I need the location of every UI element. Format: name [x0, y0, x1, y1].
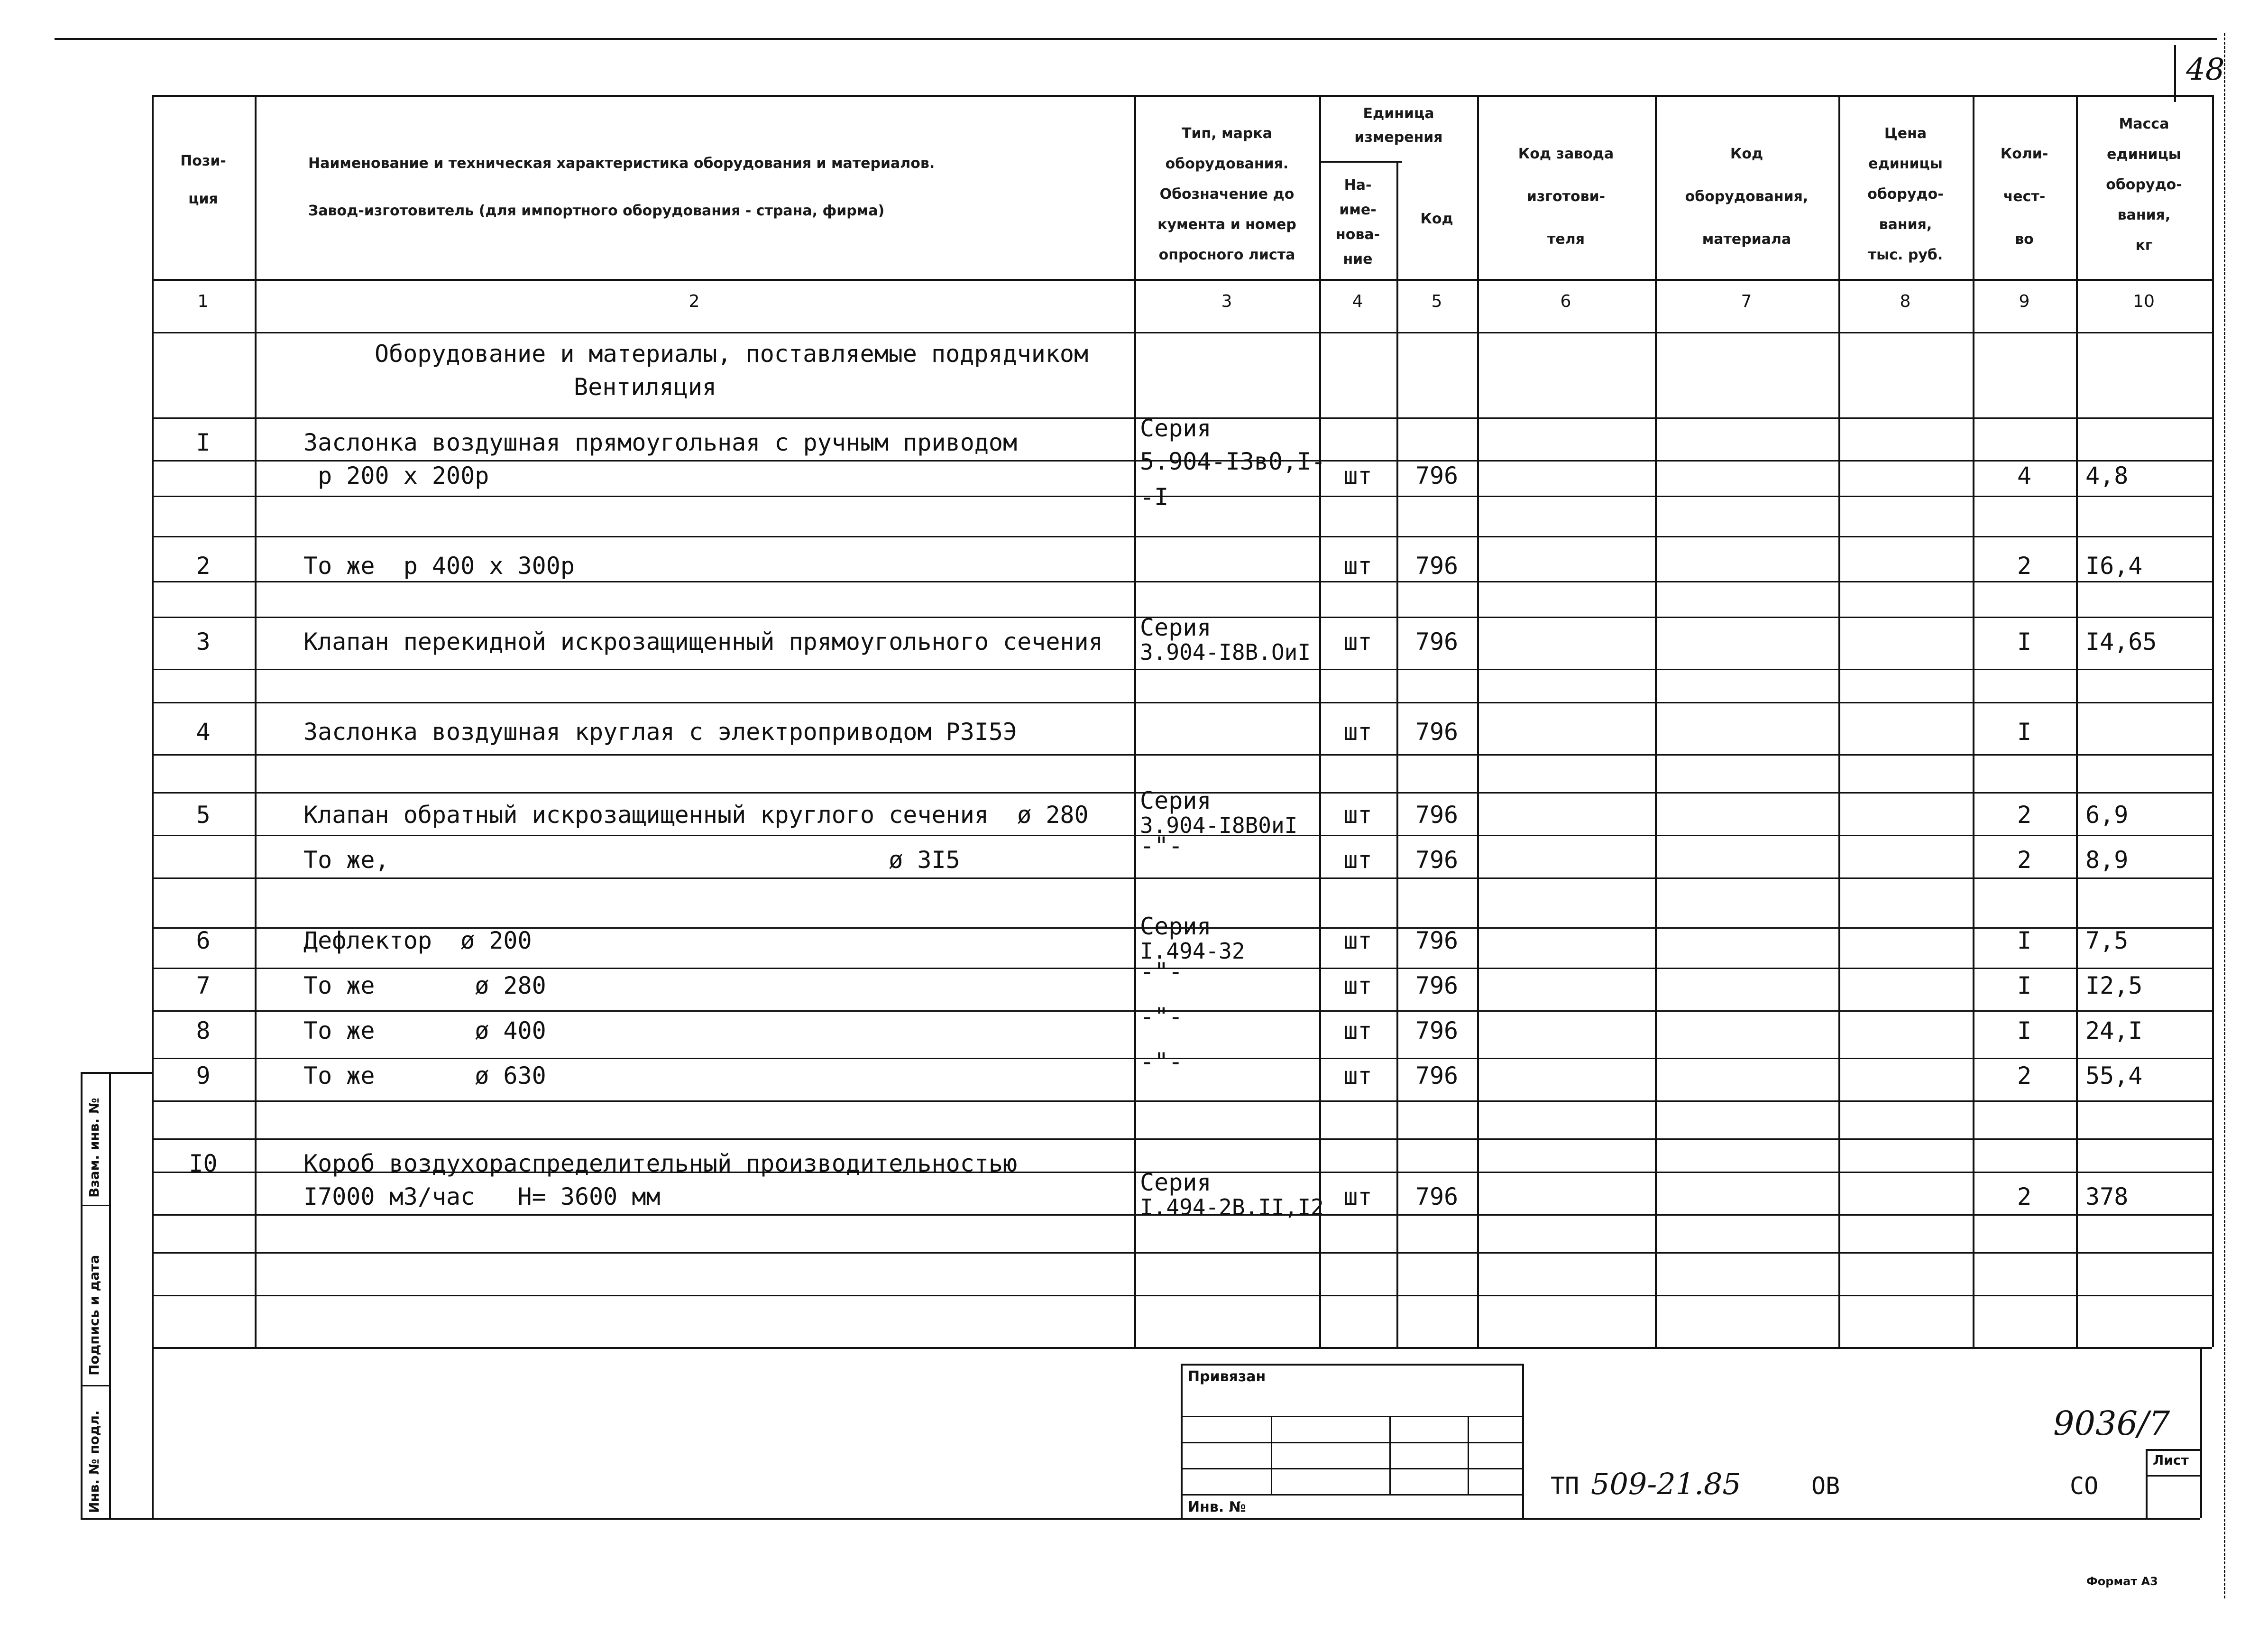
col-line-6 — [1655, 95, 1657, 1347]
cell-unit: шт — [1343, 628, 1372, 656]
cell-mass: 55,4 — [2085, 1062, 2143, 1089]
side-strip-outer-line — [81, 1072, 83, 1518]
cell-doc: Серия — [1140, 787, 1212, 814]
stamp-col — [1389, 1416, 1391, 1494]
cell-name: р 200 х 200р — [303, 462, 489, 489]
cell-name: То же ø 400 — [303, 1017, 546, 1044]
cell-qty: I — [2017, 972, 2032, 999]
lower-frame-bottom — [152, 1518, 2200, 1520]
cell-code: 796 — [1415, 1062, 1459, 1089]
cell-unit: шт — [1343, 1017, 1372, 1044]
cell-name: Заслонка воздушная круглая с электроприводом РЗI5Э — [303, 718, 1018, 746]
cell-unit: шт — [1343, 972, 1372, 999]
stamp-inv-label: Инв. № — [1188, 1499, 1246, 1515]
cell-mass: 6,9 — [2085, 801, 2129, 829]
cell-doc: -"- — [1140, 1003, 1183, 1030]
stamp-row — [1181, 1416, 1522, 1417]
cell-unit: шт — [1343, 462, 1372, 489]
cell-pos: 3 — [196, 628, 211, 656]
header-col10: Масса единицы оборудо- вания, кг — [2106, 116, 2182, 254]
cell-pos: 8 — [196, 1017, 211, 1044]
row-line — [152, 669, 2212, 670]
format-label: Формат А3 — [2086, 1575, 2158, 1588]
right-border-line — [2224, 33, 2225, 1598]
cell-doc-number: I.494-32 — [1140, 938, 1245, 964]
drawing-mark: ОВ — [1811, 1472, 1840, 1500]
cell-qty: I — [2017, 927, 2032, 954]
header-col6: Код завода изготови- теля — [1518, 146, 1614, 248]
side-label-replaced: Взам. инв. № — [86, 1098, 102, 1198]
side-strip-div — [81, 1205, 109, 1206]
cell-name: То же, ø 3I5 — [303, 846, 960, 874]
col-line-10 — [2212, 95, 2214, 1347]
col-line-5 — [1477, 95, 1479, 1347]
cell-code: 796 — [1415, 1017, 1459, 1044]
column-number: 9 — [2019, 292, 2030, 311]
cell-doc: -"- — [1140, 832, 1183, 859]
cell-doc-number: 3.904-I8В.ОиI — [1140, 639, 1311, 665]
sheet-corner-number: 48 — [2186, 52, 2225, 87]
cell-qty: 2 — [2017, 801, 2032, 829]
cell-name: Клапан обратный искрозащищенный круглого сечения ø 280 — [303, 801, 1089, 829]
column-number: 7 — [1741, 292, 1752, 311]
stamp-row — [1181, 1494, 1522, 1496]
stamp-row — [1181, 1442, 1522, 1443]
side-strip-div — [81, 1385, 109, 1386]
stamp-col — [1271, 1416, 1272, 1494]
cell-qty: 2 — [2017, 846, 2032, 874]
cell-pos: I — [196, 429, 211, 456]
cell-name: Дефлектор ø 200 — [303, 927, 532, 954]
cell-code: 796 — [1415, 972, 1459, 999]
col-line-1 — [255, 95, 257, 1347]
cell-pos: 2 — [196, 552, 211, 580]
cell-unit: шт — [1343, 552, 1372, 580]
cell-pos: 5 — [196, 801, 211, 829]
column-number: 4 — [1352, 292, 1363, 311]
col-line-4 — [1396, 161, 1398, 1347]
column-number: 2 — [689, 292, 700, 311]
side-strip-top — [81, 1072, 152, 1074]
row-line — [152, 754, 2212, 756]
cell-mass: I4,65 — [2085, 628, 2157, 656]
cell-doc: Серия — [1140, 614, 1212, 641]
row-line — [152, 1252, 2212, 1254]
table-top-line — [152, 95, 2212, 97]
handwritten-number: 9036/7 — [2053, 1404, 2170, 1443]
cell-qty: 2 — [2017, 1062, 2032, 1089]
stamp-row — [1181, 1468, 1522, 1469]
column-number: 8 — [1900, 292, 1911, 311]
header-col5: Код — [1420, 211, 1453, 227]
cell-name: Короб воздухораспределительный производительностью — [303, 1150, 1018, 1177]
cell-qty: I — [2017, 718, 2032, 746]
section-title: Оборудование и материалы, поставляемые подрядчиком — [375, 340, 1089, 368]
sheet-label: Лист — [2153, 1452, 2189, 1468]
cell-qty: 2 — [2017, 1183, 2032, 1210]
row-line — [152, 536, 2212, 537]
stamp-right — [1522, 1364, 1524, 1518]
sheet-box-mid — [2146, 1475, 2200, 1477]
cell-code: 796 — [1415, 462, 1459, 489]
header-unit-group: Единица измерения — [1354, 105, 1443, 146]
cell-code: 796 — [1415, 801, 1459, 829]
cell-qty: I — [2017, 628, 2032, 656]
cell-pos: 4 — [196, 718, 211, 746]
stamp-attached-label: Привязан — [1188, 1368, 1266, 1385]
row-line — [152, 581, 2212, 582]
row-line — [152, 1295, 2212, 1296]
drawing-number: 509-21.85 — [1591, 1467, 1741, 1501]
cell-doc-number: I.494-2В.II,I2 — [1140, 1194, 1324, 1220]
stamp-col — [1468, 1416, 1469, 1494]
row-line — [152, 877, 2212, 879]
cell-unit: шт — [1343, 846, 1372, 874]
cell-name: То же р 400 х 300р — [303, 552, 575, 580]
header-bottom-line — [152, 279, 2212, 281]
colnum-bottom-line — [152, 332, 2212, 333]
cell-doc: Серия — [1140, 415, 1212, 442]
cell-name: То же ø 630 — [303, 1062, 546, 1089]
col-line-9 — [2076, 95, 2078, 1347]
header-col7: Код оборудования, материала — [1685, 146, 1809, 248]
column-number: 6 — [1560, 292, 1571, 311]
cell-name: I7000 м3/час Н= 3600 мм — [303, 1183, 661, 1210]
cell-mass: 4,8 — [2085, 462, 2129, 489]
side-strip-bottom — [81, 1518, 152, 1520]
cell-pos: 9 — [196, 1062, 211, 1089]
column-number: 10 — [2133, 292, 2155, 311]
cell-qty: 2 — [2017, 552, 2032, 580]
header-col3: Тип, марка оборудования. Обозначение до кумента и номер опросного листа — [1157, 125, 1296, 263]
doc-code: СО — [2070, 1472, 2099, 1500]
cell-mass: 8,9 — [2085, 846, 2129, 874]
cell-doc-number: 3.904-I8В0иI — [1140, 812, 1298, 838]
side-strip-inner-line — [109, 1072, 111, 1518]
cell-doc: Серия — [1140, 913, 1212, 940]
cell-code: 796 — [1415, 628, 1459, 656]
cell-code: 796 — [1415, 927, 1459, 954]
cell-name: Клапан перекидной искрозащищенный прямоугольного сечения — [303, 628, 1103, 656]
lower-frame-right — [2200, 1347, 2202, 1518]
header-col1: Пози- ция — [180, 153, 226, 207]
row-line — [152, 702, 2212, 703]
cell-unit: шт — [1343, 1183, 1372, 1210]
cell-unit: шт — [1343, 801, 1372, 829]
cell-mass: I6,4 — [2085, 552, 2143, 580]
cell-name: То же ø 280 — [303, 972, 546, 999]
column-number: 3 — [1221, 292, 1232, 311]
cell-pos: 6 — [196, 927, 211, 954]
cell-mass: 378 — [2085, 1183, 2129, 1210]
cell-doc: 5.904-I3в0,I- — [1140, 448, 1326, 475]
cell-code: 796 — [1415, 552, 1459, 580]
stamp-top — [1181, 1364, 1522, 1366]
drawing-prefix: ТП — [1551, 1472, 1579, 1500]
cell-pos: I0 — [189, 1150, 218, 1177]
cell-doc: -"- — [1140, 958, 1183, 985]
cell-code: 796 — [1415, 846, 1459, 874]
table-bottom-line — [152, 1347, 2212, 1349]
corner-box-line — [2174, 45, 2176, 102]
cell-doc: -I — [1140, 483, 1169, 511]
cell-doc: -"- — [1140, 1048, 1183, 1075]
cell-mass: I2,5 — [2085, 972, 2143, 999]
side-label-inventory: Инв. № подл. — [86, 1410, 102, 1513]
header-col4: На- име- нова- ние — [1335, 177, 1380, 268]
cell-unit: шт — [1343, 1062, 1372, 1089]
cell-mass: 24,I — [2085, 1017, 2143, 1044]
sheet-box-top — [2146, 1449, 2200, 1451]
unit-group-line — [1319, 161, 1402, 163]
column-number: 5 — [1431, 292, 1442, 311]
cell-unit: шт — [1343, 927, 1372, 954]
cell-name: Заслонка воздушная прямоугольная с ручным приводом — [303, 429, 1018, 456]
cell-pos: 7 — [196, 972, 211, 999]
row-line — [152, 1138, 2212, 1140]
cell-code: 796 — [1415, 1183, 1459, 1210]
subsection-title: Вентиляция — [574, 373, 717, 401]
cell-unit: шт — [1343, 718, 1372, 746]
cell-mass: 7,5 — [2085, 927, 2129, 954]
col-line-7 — [1838, 95, 1840, 1347]
header-col9: Коли- чест- во — [2000, 146, 2048, 248]
cell-code: 796 — [1415, 718, 1459, 746]
header-col2: Наименование и техническая характеристика оборудования и материалов. Завод-изготовитель (для импортного оборудования - страна, фирма) — [308, 155, 935, 219]
sheet-box-left — [2146, 1449, 2148, 1518]
top-border-line — [55, 38, 2217, 40]
col-line-2 — [1134, 95, 1136, 1347]
cell-doc: Серия — [1140, 1169, 1212, 1196]
side-label-signature: Подпись и дата — [86, 1255, 102, 1376]
cell-qty: I — [2017, 1017, 2032, 1044]
cell-qty: 4 — [2017, 462, 2032, 489]
lower-frame-left — [152, 1347, 154, 1518]
row-line — [152, 1100, 2212, 1102]
column-number: 1 — [197, 292, 209, 311]
header-col8: Цена единицы оборудо- вания, тыс. руб. — [1867, 125, 1944, 263]
